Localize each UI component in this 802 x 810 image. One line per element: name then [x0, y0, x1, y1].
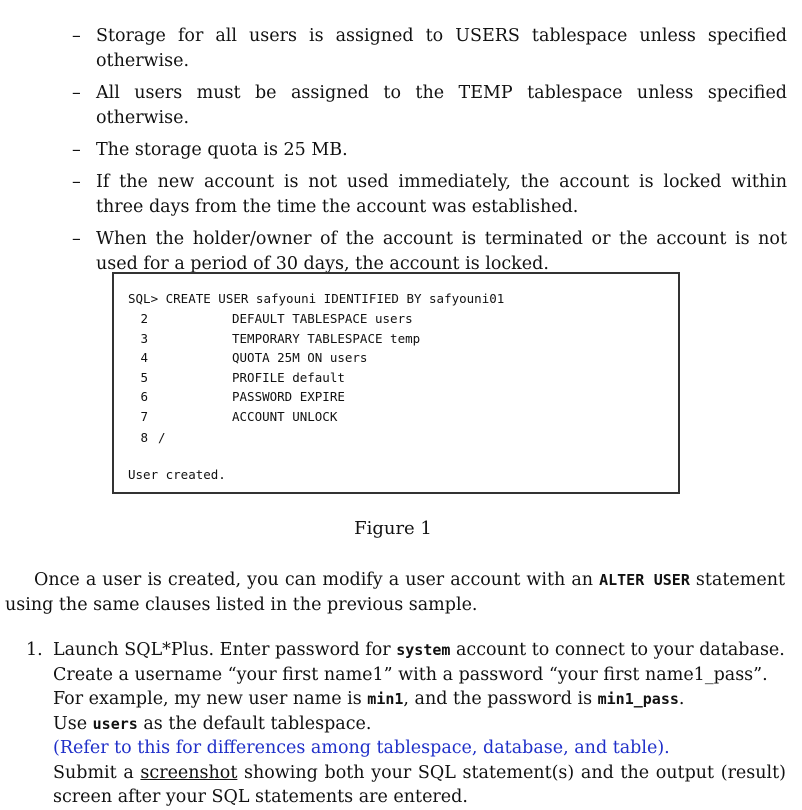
step-list — [26, 638, 786, 810]
bullet-item — [72, 227, 787, 277]
bullet-dash: – — [72, 229, 81, 249]
line-number: 2 — [140, 311, 148, 326]
sql-line — [128, 310, 413, 328]
line-number: 3 — [140, 331, 148, 346]
bullet-item — [72, 24, 787, 74]
bullet-text: The storage quota is 25 MB. — [96, 140, 348, 160]
reference-link[interactable]: (Refer to this for differences among tablespace, database, and table). — [53, 738, 670, 758]
screenshot-link[interactable]: screenshot — [140, 762, 238, 783]
alter-user-code: ALTER USER — [599, 571, 690, 589]
bullet-item — [72, 81, 787, 131]
bullet-dash: – — [72, 83, 81, 103]
bullet-dash: – — [72, 172, 81, 192]
line-number: 5 — [140, 370, 148, 385]
step-line-tablespace: Use users as the default tablespace. — [53, 713, 372, 734]
sql-code: DEFAULT TABLESPACE users — [232, 311, 413, 326]
bullet-list — [72, 24, 787, 284]
paragraph-text: statement using the same clauses listed in the previous sample. — [5, 570, 786, 615]
sql-output-figure — [112, 272, 680, 494]
step-number: 1. — [26, 640, 43, 660]
line-number: 6 — [140, 389, 148, 404]
paragraph-text: Once a user is created, you can modify a user account with an — [34, 570, 600, 590]
sql-code: ACCOUNT UNLOCK — [232, 409, 338, 424]
sql-code: PASSWORD EXPIRE — [232, 389, 345, 404]
sql-code: QUOTA 25M ON users — [232, 350, 368, 365]
sql-code: TEMPORARY TABLESPACE temp — [232, 331, 421, 346]
users-code: users — [92, 714, 138, 733]
sql-terminator: / — [158, 430, 166, 445]
bullet-item — [72, 138, 787, 163]
bullet-item — [72, 170, 787, 220]
bullet-text: When the holder/owner of the account is terminated or the account is not used for a period of 30 days, the account is locked. — [96, 229, 787, 274]
line-number: 7 — [140, 409, 148, 424]
sql-first-line: SQL> CREATE USER safyouni IDENTIFIED BY safyouni01 — [128, 291, 505, 306]
bullet-dash: – — [72, 26, 81, 46]
sql-line — [128, 388, 345, 406]
step-item — [26, 638, 786, 810]
sql-line — [128, 369, 345, 387]
bullet-text: Storage for all users is assigned to USERS tablespace unless specified otherwise. — [96, 26, 787, 71]
bullet-text: If the new account is not used immediately, the account is locked within three days from the time the account was established. — [96, 172, 787, 217]
username-code: min1 — [367, 690, 404, 708]
sql-code: PROFILE default — [232, 370, 345, 385]
sql-line — [128, 349, 368, 367]
step-line-create: Create a username “your first name1” with a password “your first name1_pass”. — [53, 664, 768, 685]
system-code: system — [396, 641, 451, 659]
bullet-text: All users must be assigned to the TEMP tablespace unless specified otherwise. — [96, 83, 787, 128]
sql-line — [128, 429, 166, 447]
step-line-example: For example, my new user name is min1, and the password is min1_pass. — [53, 689, 685, 709]
bullet-dash: – — [72, 140, 81, 160]
line-number: 8 — [140, 430, 148, 445]
sql-line — [128, 330, 421, 348]
sql-result: User created. — [128, 467, 226, 482]
step-line-launch: Launch SQL*Plus. Enter password for system account to connect to your database. — [53, 640, 785, 660]
password-code: min1_pass — [597, 690, 679, 708]
alter-user-paragraph — [5, 568, 785, 618]
step-line-submit: Submit a screenshot showing both your SQL statement(s) and the output (result) screen after your SQL statements are entered. — [53, 762, 786, 807]
figure-caption: Figure 1 — [354, 518, 432, 539]
line-number: 4 — [140, 350, 148, 365]
sql-line — [128, 408, 338, 426]
